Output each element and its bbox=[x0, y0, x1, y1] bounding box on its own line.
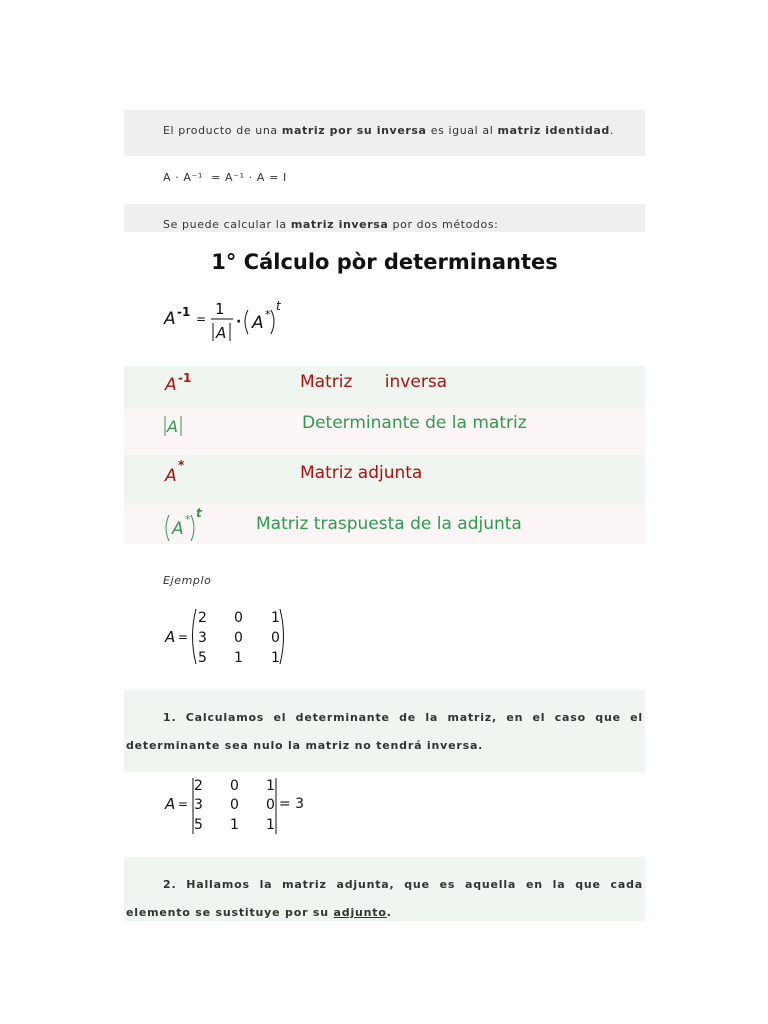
symbol-determinant bbox=[160, 410, 200, 446]
svg-text:*: * bbox=[178, 458, 185, 472]
determinant-cells bbox=[194, 778, 275, 833]
label-matriz-adjunta: Matriz adjunta bbox=[300, 463, 423, 483]
svg-text:1: 1 bbox=[230, 817, 239, 833]
svg-text:5: 5 bbox=[198, 650, 207, 666]
svg-text:·: · bbox=[236, 314, 242, 330]
svg-text:A: A bbox=[165, 795, 176, 813]
svg-text:0: 0 bbox=[230, 797, 239, 813]
svg-text:1: 1 bbox=[234, 650, 243, 666]
label-determinante: Determinante de la matriz bbox=[302, 413, 527, 433]
svg-text:2: 2 bbox=[194, 778, 203, 794]
symbol-traspuesta bbox=[160, 503, 220, 543]
svg-text:1: 1 bbox=[266, 817, 275, 833]
svg-text:1: 1 bbox=[271, 610, 280, 626]
svg-text:A: A bbox=[164, 309, 176, 329]
svg-text:=: = bbox=[178, 630, 189, 644]
svg-text:A: A bbox=[216, 324, 227, 342]
svg-text:*: * bbox=[265, 308, 271, 321]
svg-text:*: * bbox=[185, 513, 191, 526]
svg-text:1: 1 bbox=[266, 778, 275, 794]
svg-text:A: A bbox=[165, 628, 176, 646]
section-heading: 1° Cálculo pòr determinantes bbox=[211, 250, 558, 274]
inverse-identity-formula: A · A⁻¹ = A⁻¹ · A = I bbox=[163, 171, 287, 184]
svg-text:t: t bbox=[196, 506, 202, 520]
example-label: Ejemplo bbox=[163, 574, 212, 587]
svg-text:1: 1 bbox=[271, 650, 280, 666]
svg-text:0: 0 bbox=[234, 630, 243, 646]
matrix-a bbox=[160, 604, 300, 670]
svg-text:3: 3 bbox=[194, 797, 203, 813]
svg-text:5: 5 bbox=[194, 817, 203, 833]
svg-text:-1: -1 bbox=[177, 305, 191, 319]
svg-text:=: = bbox=[178, 797, 189, 811]
svg-text:2: 2 bbox=[198, 610, 207, 626]
svg-text:A: A bbox=[165, 466, 177, 486]
symbol-adjunta bbox=[160, 457, 200, 493]
step1-text: 1. Calculamos el determinante de la matriz, en el caso que el determinante sea nulo la matriz no tendrá inversa. bbox=[126, 711, 644, 752]
svg-text:0: 0 bbox=[234, 610, 243, 626]
svg-text:3: 3 bbox=[198, 630, 207, 646]
svg-text:0: 0 bbox=[266, 797, 275, 813]
methods-text: Se puede calcular la matriz inversa por dos métodos: bbox=[163, 218, 499, 231]
adjunto-link[interactable]: adjunto bbox=[333, 906, 387, 919]
label-traspuesta-adjunta: Matriz traspuesta de la adjunta bbox=[256, 514, 522, 534]
svg-text:0: 0 bbox=[230, 778, 239, 794]
svg-text:A: A bbox=[252, 313, 264, 333]
svg-text:t: t bbox=[276, 299, 281, 313]
svg-text:A: A bbox=[172, 519, 184, 539]
symbol-a-inverse bbox=[160, 368, 220, 404]
svg-text:1: 1 bbox=[215, 300, 225, 318]
determinant-result: = 3 bbox=[279, 796, 305, 812]
step2-text: 2. Hallamos la matriz adjunta, que es aquella en la que cada elemento se sustituye por su adjunto. bbox=[126, 878, 643, 919]
svg-text:0: 0 bbox=[271, 630, 280, 646]
determinant-a bbox=[160, 774, 320, 838]
svg-text:A: A bbox=[165, 375, 177, 395]
svg-text:=: = bbox=[196, 312, 207, 326]
inverse-formula bbox=[160, 296, 300, 346]
intro-text: El producto de una matriz por su inversa es igual al matriz identidad. bbox=[163, 124, 614, 137]
svg-text:-1: -1 bbox=[178, 371, 192, 385]
matrix-a-cells bbox=[198, 610, 280, 666]
label-matriz-inversa: Matriz inversa bbox=[300, 372, 448, 392]
svg-text:A: A bbox=[167, 417, 178, 436]
